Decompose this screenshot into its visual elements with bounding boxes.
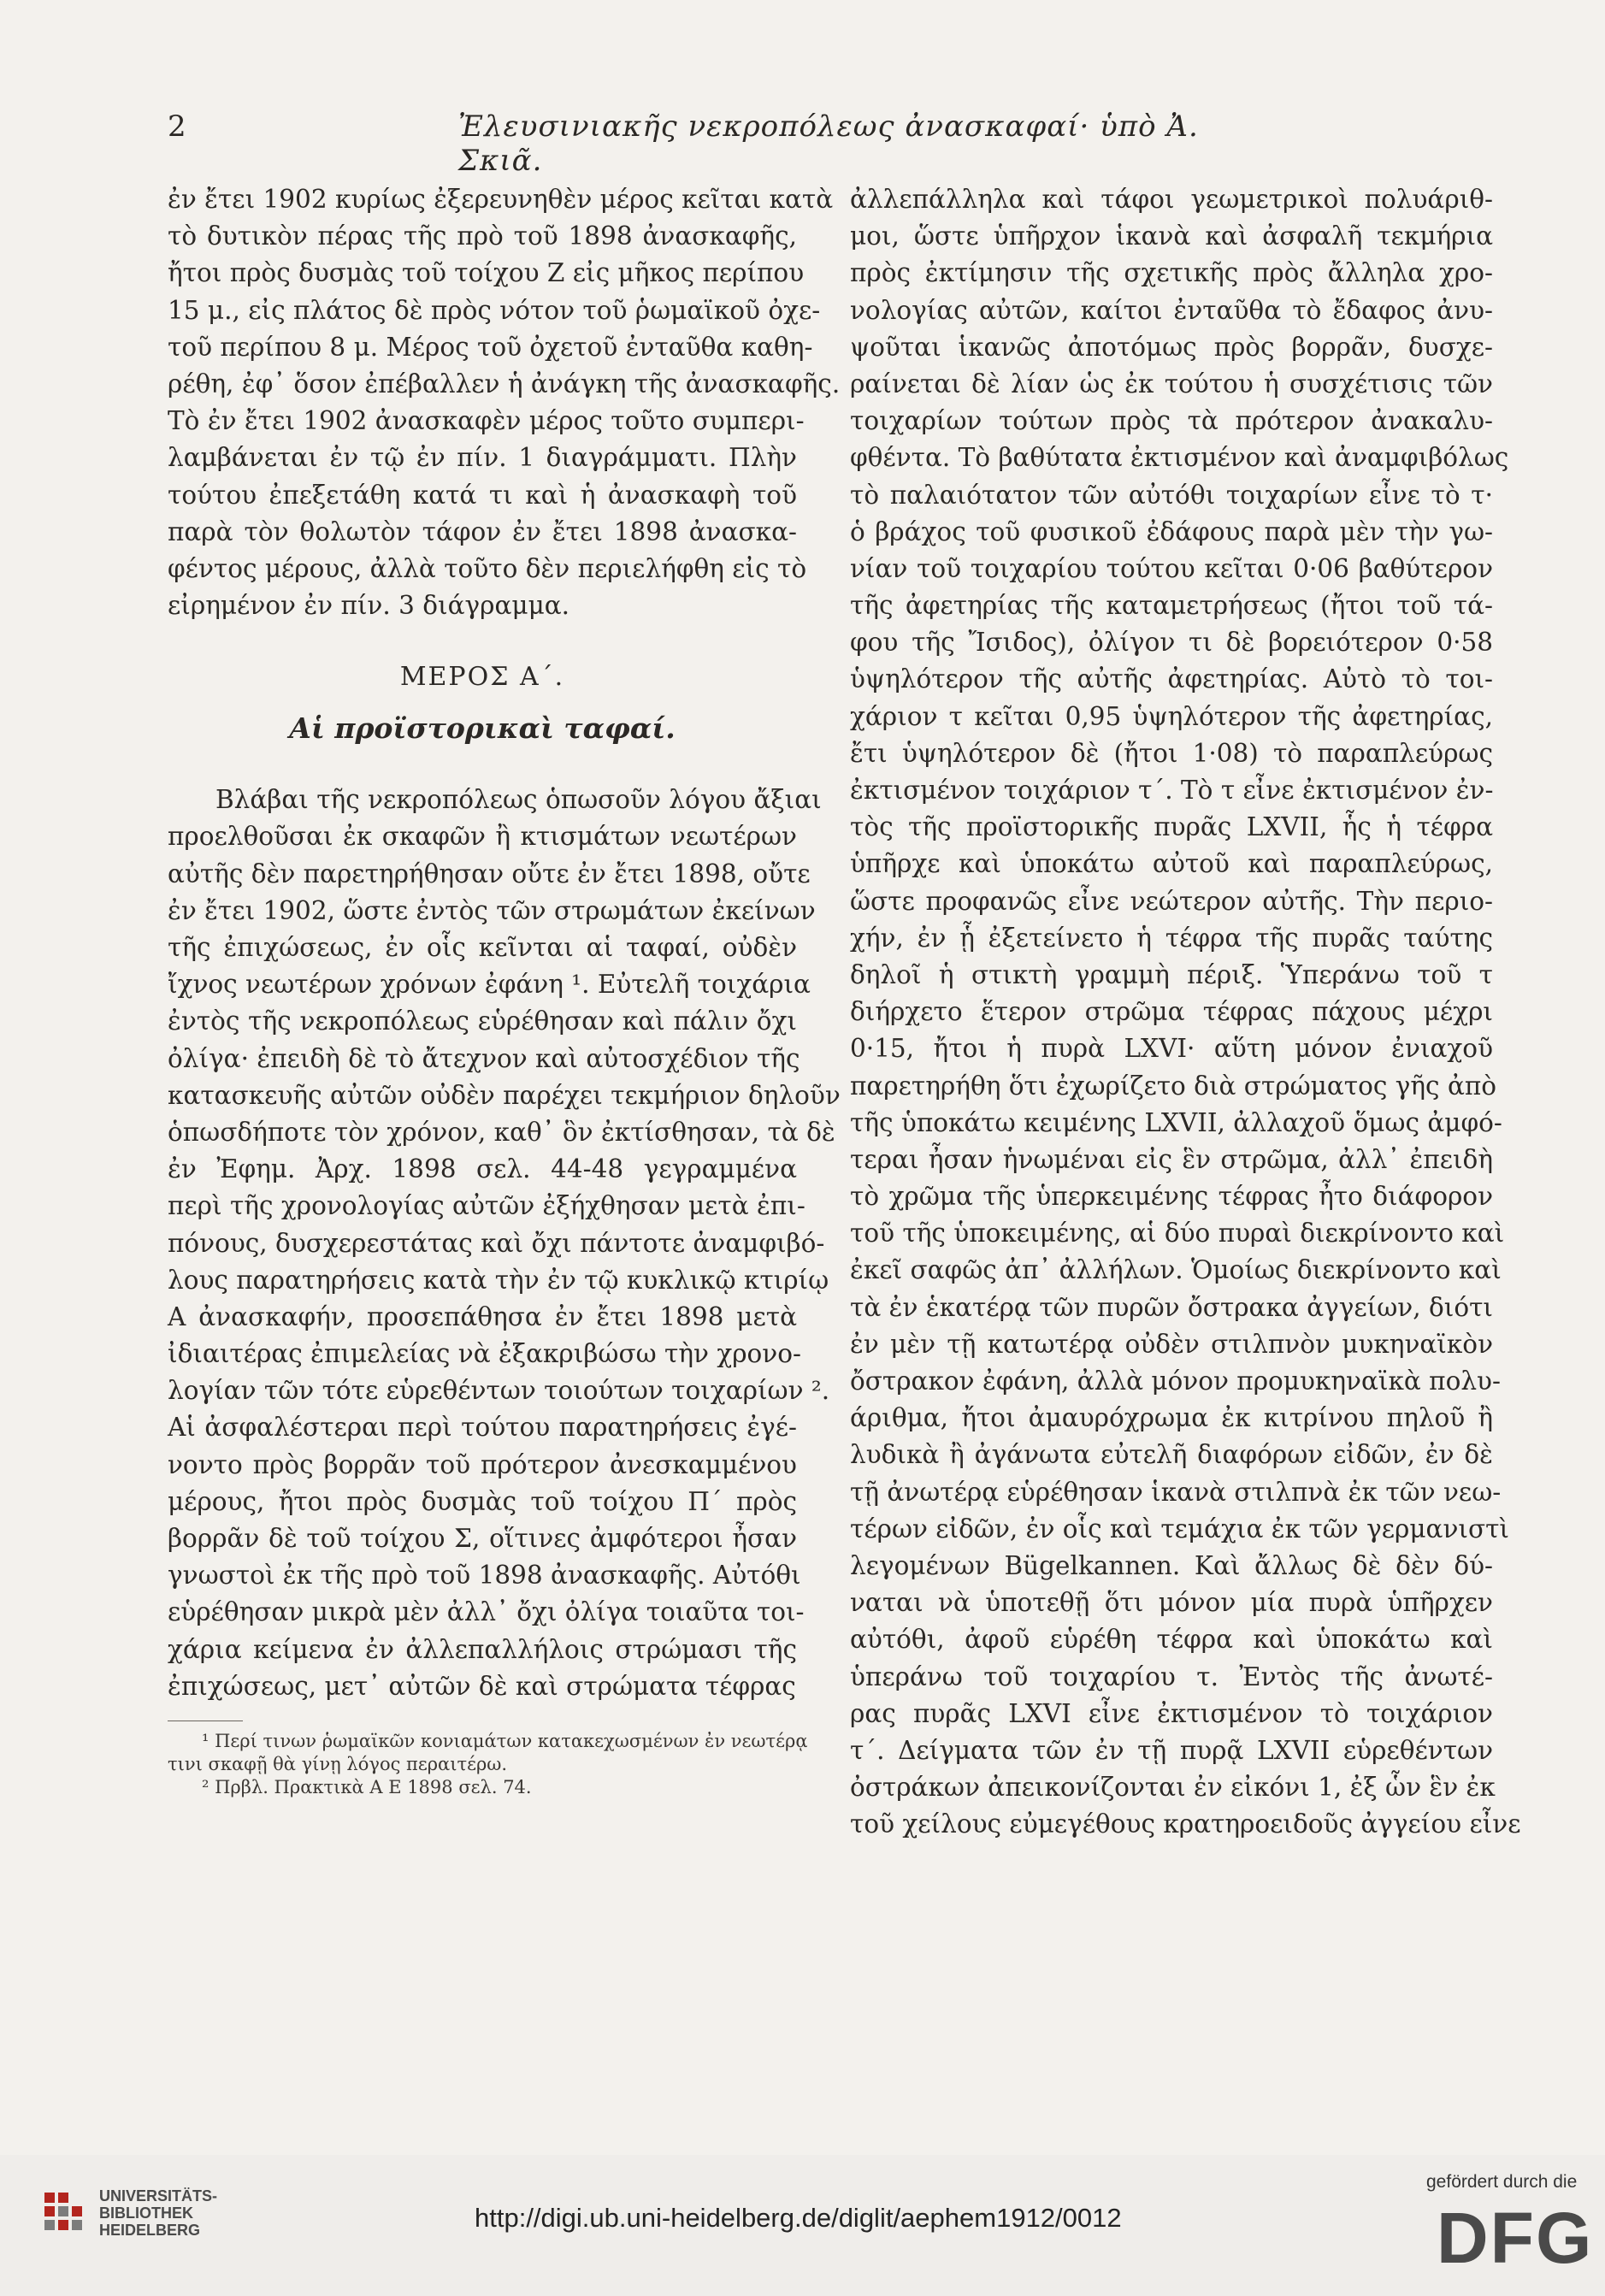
text-line: λεγομένων Bügelkannen. Καὶ ἄλλως δὲ δὲν δύ- (850, 1550, 1493, 1580)
text-line: τοιχαρίων τούτων πρὸς τὰ πρότερον ἀνακαλυ- (850, 406, 1493, 436)
text-line: φέντος μέρους, ἀλλὰ τοῦτο δὲν περιελήφθη εἰς τὸ (168, 553, 807, 583)
running-head (168, 109, 1228, 178)
text-line: ὁπωσδήποτε τὸν χρόνον, καθ᾽ ὃν ἐκτίσθησαν, τὰ δὲ (168, 1117, 835, 1147)
text-line: εἰρημένον ἐν πίν. 3 διάγραμμα. (168, 591, 570, 621)
text-line: τῆς ἀφετηρίας τῆς καταμετρήσεως (ἤτοι τοῦ τά- (850, 591, 1493, 621)
text-line: 0·15, ἤτοι ἡ πυρὰ LXVI· αὕτη μόνον ἐνιαχοῦ (850, 1034, 1493, 1064)
text-line: τὸ παλαιότατον τῶν αὐτόθι τοιχαρίων εἶνε τὸ τ· (850, 480, 1493, 510)
text-line: ἴχνος νεωτέρων χρόνων ἐφάνη ¹. Εὐτελῆ τοιχάρια (168, 970, 811, 1000)
text-line: ὄστρακον ἐφάνη, ἀλλὰ μόνον προμυκηναϊκὰ πολυ- (850, 1366, 1501, 1396)
running-title: Ἐλευσινιακῆς νεκροπόλεως ἀνασκαφαί· ὑπὸ Ἀ. Σκιᾶ. (458, 109, 1199, 178)
text-line: τὸ δυτικὸν πέρας τῆς πρὸ τοῦ 1898 ἀνασκαφῆς, (168, 221, 797, 251)
footnote-line: τινι σκαφῇ θὰ γίνῃ λόγος περαιτέρω. (168, 1753, 508, 1774)
text-line: ἐν ἔτει 1902 κυρίως ἐξερευνηθὲν μέρος κεῖται κατὰ (168, 185, 834, 214)
text-line: ὑπῆρχε καὶ ὑποκάτω αὐτοῦ καὶ παραπλεύρως, (850, 849, 1493, 879)
text-line: ρας πυρᾶς LXVI εἶνε ἐκτισμένον τὸ τοιχάριον (850, 1698, 1493, 1728)
text-line: νοντο πρὸς βορρᾶν τοῦ πρότερον ἀνεσκαμμένου (168, 1449, 797, 1479)
paragraph-main (168, 782, 841, 1705)
text-line: τῆς ὑποκάτω κειμένης LXVII, ἀλλαχοῦ ὅμως ἀμφό- (850, 1107, 1502, 1137)
page-number: 2 (168, 109, 186, 144)
text-line: νολογίας αὐτῶν, καίτοι ἐνταῦθα τὸ ἔδαφος ἀνυ- (850, 295, 1493, 325)
text-line: Αἱ ἀσφαλέστεραι περὶ τούτου παρατηρήσεις ἐγέ- (168, 1413, 797, 1443)
text-line: ὑψηλότερον τῆς αὐτῆς ἀφετηρίας. Αὐτὸ τὸ τοι- (850, 664, 1493, 694)
text-line: φου τῆς Ἴσιδος), ὀλίγον τι δὲ βορειότερον 0·58 (850, 628, 1493, 658)
text-line: Τὸ ἐν ἔτει 1902 ἀνασκαφὲν μέρος τοῦτο συμπερι- (168, 406, 805, 436)
text-line: νίαν τοῦ τοιχαρίου τούτου κεῖται 0·06 βαθύτερον (850, 553, 1493, 583)
university-library-logo-icon (39, 2189, 89, 2239)
text-line: βορρᾶν δὲ τοῦ τοίχου Σ, οἵτινες ἀμφότεροι ἦσαν (168, 1524, 797, 1553)
section-heading: ΜΕΡΟΣ Α΄. (399, 662, 565, 693)
text-line: γνωστοὶ ἐκ τῆς πρὸ τοῦ 1898 ἀνασκαφῆς. Αὐτόθι (168, 1561, 801, 1591)
text-line: δηλοῖ ἡ στικτὴ γραμμὴ πέριξ. Ὑπεράνω τοῦ τ (850, 959, 1493, 989)
right-column (850, 181, 1521, 1843)
logo-line: UNIVERSITÄTS- (99, 2187, 218, 2205)
text-line: ὀλίγα· ἐπειδὴ δὲ τὸ ἄτεχνον καὶ αὐτοσχέδιον τῆς (168, 1043, 800, 1073)
text-line: αὐτῆς δὲν παρετηρήθησαν οὔτε ἐν ἔτει 1898, οὔτε (168, 859, 811, 888)
text-line: ἤτοι πρὸς δυσμὰς τοῦ τοίχου Ζ εἰς μῆκος περίπου (168, 258, 805, 288)
text-line: λογίαν τῶν τότε εὑρεθέντων τοιούτων τοιχαρίων ². (168, 1376, 830, 1406)
footnote-line: ² Πρβλ. Πρακτικὰ Α Ε 1898 σελ. 74. (202, 1776, 532, 1797)
text-line: ἀλλεπάλληλα καὶ τάφοι γεωμετρικοὶ πολυάριθ- (850, 185, 1493, 214)
text-line: προελθοῦσαι ἐκ σκαφῶν ἢ κτισμάτων νεωτέρων (168, 822, 797, 852)
text-line: ἐκτισμένον τοιχάριον τ΄. Τὸ τ εἶνε ἐκτισμένον ἐν- (850, 776, 1494, 805)
text-line: τέρων εἰδῶν, ἐν οἷς καὶ τεμάχια ἐκ τῶν γερμανιστὶ (850, 1514, 1509, 1543)
permalink-url[interactable]: http://digi.ub.uni-heidelberg.de/diglit/aephem1912/0012 (475, 2203, 1122, 2233)
text-line: περὶ τῆς χρονολογίας αὐτῶν ἐξήχθησαν μετὰ ἐπι- (168, 1191, 805, 1221)
text-line: τεραι ἦσαν ἡνωμέναι εἰς ἓν στρῶμα, ἀλλ᾽ ἐπειδὴ (850, 1144, 1493, 1174)
text-line: άριθμα, ἤτοι ἀμαυρόχρωμα ἐκ κιτρίνου πηλοῦ ἢ (850, 1403, 1493, 1433)
text-line: μέρους, ἤτοι πρὸς δυσμὰς τοῦ τοίχου Π΄ πρὸς (168, 1486, 797, 1516)
text-line: τ΄. Δείγματα τῶν ἐν τῇ πυρᾷ LXVII εὑρεθέντων (850, 1735, 1493, 1765)
section-subtitle: Αἱ προϊστορικαὶ ταφαί. (289, 711, 676, 746)
text-line: παρὰ τὸν θολωτὸν τάφον ἐν ἔτει 1898 ἀνασκα- (168, 516, 797, 546)
dfg-logo: DFG (1437, 2198, 1594, 2278)
text-line: ρέθη, ἐφ᾽ ὅσον ἐπέβαλλεν ἡ ἀνάγκη τῆς ἀνασκαφῆς. (168, 369, 841, 398)
text-line: τοῦ περίπου 8 μ. Μέρος τοῦ ὀχετοῦ ἐνταῦθα καθη- (168, 332, 813, 362)
text-line: τοῦ χείλους εὐμεγέθους κρατηροειδοῦς ἀγγείου εἶνε (850, 1809, 1521, 1839)
digitization-footer (0, 2155, 1605, 2296)
text-line: ἐν ἔτει 1902, ὥστε ἐντὸς τῶν στρωμάτων ἐκείνων (168, 895, 816, 925)
text-line: ὀστράκων ἀπεικονίζονται ἐν εἰκόνι 1, ἐξ ὧν ἓν ἐκ (850, 1773, 1496, 1803)
text-line: λαμβάνεται ἐν τῷ ἐν πίν. 1 διαγράμματι. Πλὴν (168, 443, 797, 473)
text-line: Α ἀνασκαφήν, προσεπάθησα ἐν ἔτει 1898 μετὰ (168, 1301, 797, 1331)
text-line: τῇ ἀνωτέρᾳ εὑρέθησαν ἱκανὰ στιλπνὰ ἐκ τῶν νεω- (850, 1477, 1502, 1507)
text-line: φθέντα. Τὸ βαθύτατα ἐκτισμένον καὶ ἀναμφιβόλως (850, 443, 1509, 473)
text-line: ὁ βράχος τοῦ φυσικοῦ ἐδάφους παρὰ μὲν τὴν γω- (850, 516, 1493, 546)
left-column (168, 181, 841, 1799)
text-line: πρὸς ἐκτίμησιν τῆς σχετικῆς πρὸς ἄλληλα χρο- (850, 258, 1493, 288)
text-line: ἐν Ἐφημ. Ἀρχ. 1898 σελ. 44-48 γεγραμμένα (168, 1154, 797, 1184)
text-line: ἰδιαιτέρας ἐπιμελείας νὰ ἐξακριβώσω τὴν χρονο- (168, 1339, 801, 1369)
text-line: τῆς ἐπιχώσεως, ἐν οἷς κεῖνται αἱ ταφαί, οὐδὲν (168, 933, 797, 962)
text-line: διήρχετο ἕτερον στρῶμα τέφρας πάχους μέχρι (850, 997, 1493, 1027)
text-line: μοι, ὥστε ὑπῆρχον ἱκανὰ καὶ ἀσφαλῆ τεκμήρια (850, 221, 1493, 251)
text-line: λους παρατηρήσεις κατὰ τὴν ἐν τῷ κυκλικῷ κτιρίῳ (168, 1265, 829, 1295)
text-line: παρετηρήθη ὅτι ἐχωρίζετο διὰ στρώματος γῆς ἀπὸ (850, 1071, 1497, 1101)
text-line: ἐκεῖ σαφῶς ἀπ᾽ ἀλλήλων. Ὁμοίως διεκρίνοντο καὶ (850, 1255, 1502, 1285)
text-line: ὑπεράνω τοῦ τοιχαρίου τ. Ἐντὸς τῆς ἀνωτέ- (850, 1662, 1493, 1691)
paragraph-continued (850, 181, 1521, 1843)
text-line: ναται νὰ ὑποτεθῇ ὅτι μόνον μία πυρὰ ὑπῆρχεν (850, 1588, 1493, 1618)
text-line: 15 μ., εἰς πλάτος δὲ πρὸς νότον τοῦ ῥωμαϊκοῦ ὀχε- (168, 295, 821, 325)
text-line: εὑρέθησαν μικρὰ μὲν ἀλλ᾽ ὄχι ὀλίγα τοιαῦτα τοι- (168, 1597, 805, 1627)
paragraph-intro (168, 181, 841, 624)
text-line: ψοῦται ἱκανῶς ἀποτόμως πρὸς βορρᾶν, δυσχε- (850, 332, 1493, 362)
text-line: πόνους, δυσχερεστάτας καὶ ὄχι πάντοτε ἀναμφιβό- (168, 1228, 825, 1258)
text-line: χάριον τ κεῖται 0,95 ὑψηλότερον τῆς ἀφετηρίας, (850, 701, 1493, 731)
text-line: χήν, ἐν ᾗ ἐξετείνετο ἡ τέφρα τῆς πυρᾶς ταύτης (850, 923, 1493, 953)
text-line: τούτου ἐπεξετάθη κατά τι καὶ ἡ ἀνασκαφὴ τοῦ (168, 480, 797, 510)
footnote-line: ¹ Περί τινων ῥωμαϊκῶν κονιαμάτων κατακεχωσμένων ἐν νεωτέρᾳ (202, 1730, 808, 1751)
text-line: τοῦ τῆς ὑποκειμένης, αἱ δύο πυραὶ διεκρίνοντο καὶ (850, 1219, 1505, 1248)
funded-by-text: gefördert durch die (1426, 2172, 1578, 2192)
logo-line: HEIDELBERG (99, 2222, 201, 2239)
text-line: ἐπιχώσεως, μετ᾽ αὐτῶν δὲ καὶ στρώματα τέφρας (168, 1671, 796, 1701)
text-line: ἐντὸς τῆς νεκροπόλεως εὑρέθησαν καὶ πάλιν ὄχι (168, 1006, 797, 1036)
text-line: αὐτόθι, ἀφοῦ εὑρέθη τέφρα καὶ ὑποκάτω καὶ (850, 1625, 1493, 1655)
text-line: λυδικὰ ἢ ἀγάνωτα εὐτελῆ διαφόρων εἰδῶν, ἐν δὲ (850, 1440, 1493, 1470)
logo-line: BIBLIOTHEK (99, 2205, 193, 2222)
text-line: ὥστε προφανῶς εἶνε νεώτερον αὐτῆς. Τὴν περιο- (850, 886, 1493, 916)
text-line: χάρια κείμενα ἐν ἀλλεπαλλήλοις στρώμασι τῆς (168, 1634, 797, 1664)
text-line: ἔτι ὑψηλότερον δὲ (ἤτοι 1·08) τὸ παραπλεύρως (850, 738, 1493, 768)
text-line: κατασκευῆς αὐτῶν οὐδὲν παρέχει τεκμήριον δηλοῦν (168, 1080, 841, 1110)
text-line: τὰ ἐν ἑκατέρᾳ τῶν πυρῶν ὄστρακα ἀγγείων, διότι (850, 1292, 1493, 1322)
university-library-name (99, 2187, 217, 2239)
text-line: τὸς τῆς προϊστορικῆς πυρᾶς LXVII, ἧς ἡ τέφρα (850, 812, 1493, 842)
text-line: Βλάβαι τῆς νεκροπόλεως ὁπωσοῦν λόγου ἄξιαι (215, 785, 822, 815)
text-line: ἐν μὲν τῇ κατωτέρᾳ οὐδὲν στιλπνὸν μυκηναϊκὸν (850, 1329, 1493, 1359)
footnotes (168, 1730, 808, 1799)
text-line: ραίνεται δὲ λίαν ὡς ἐκ τούτου ἡ συσχέτισις τῶν (850, 369, 1493, 398)
text-line: τὸ χρῶμα τῆς ὑπερκειμένης τέφρας ἦτο διάφορον (850, 1182, 1493, 1212)
